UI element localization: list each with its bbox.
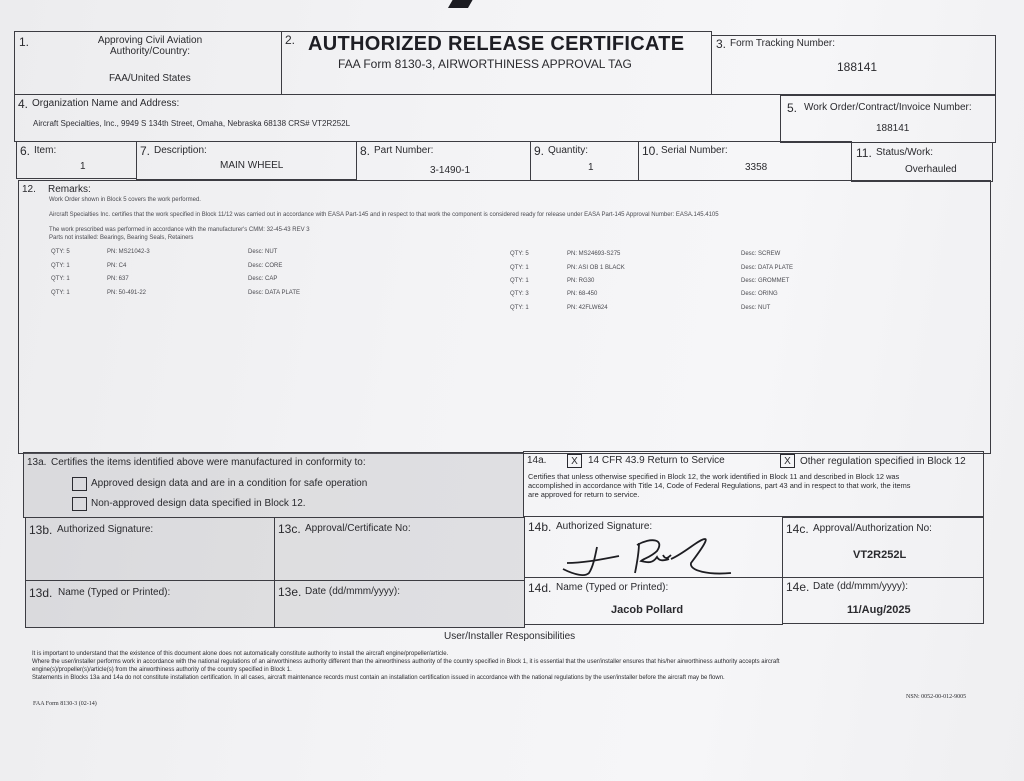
part-number-value: 3-1490-1 — [430, 165, 471, 176]
block-7-label: Description: — [154, 145, 207, 156]
block-13b — [25, 517, 275, 581]
block-10-label: Serial Number: — [661, 145, 728, 156]
return-to-service-checkbox[interactable]: X — [567, 454, 582, 468]
block-13e — [274, 580, 525, 628]
part-qty: QTY: 1 — [510, 278, 529, 284]
form-subtitle: FAA Form 8130-3, AIRWORTHINESS APPROVAL TAG — [338, 57, 632, 71]
block-12-label: Remarks: — [48, 184, 91, 195]
block-11-number: 11. — [856, 146, 872, 160]
block-7-number: 7. — [140, 144, 151, 158]
block-14e — [782, 577, 984, 624]
block-13b-number: 13b. — [29, 523, 53, 537]
corner-mark — [448, 0, 476, 8]
part-desc: Desc: NUT — [741, 305, 771, 311]
non-approved-design-checkbox[interactable] — [72, 497, 87, 511]
block-14c-label: Approval/Authorization No: — [813, 523, 932, 534]
part-qty: QTY: 1 — [510, 265, 529, 271]
block-13c — [274, 517, 525, 581]
block-1-number: 1. — [19, 35, 30, 49]
block-6-number: 6. — [20, 144, 31, 158]
block-14b — [524, 516, 783, 578]
block-9 — [530, 141, 639, 181]
block-6-label: Item: — [34, 145, 57, 156]
part-desc: Desc: DATA PLATE — [248, 290, 301, 296]
block-14b-label: Authorized Signature: — [556, 521, 653, 532]
authorized-signature — [559, 533, 739, 578]
block-2-number: 2. — [285, 33, 296, 47]
part-qty: QTY: 1 — [510, 305, 529, 311]
block-14e-label: Date (dd/mmm/yyyy): — [813, 581, 909, 592]
part-qty: QTY: 5 — [51, 249, 70, 255]
block-10-number: 10. — [642, 144, 659, 158]
block-13a-label: Certifies the items identified above were manufactured in conformity to: — [51, 457, 366, 468]
block-14d — [524, 577, 783, 625]
block-1-label-line1: Approving Civil Aviation — [97, 35, 203, 46]
release-date: 11/Aug/2025 — [847, 604, 911, 616]
block-3-label: Form Tracking Number: — [730, 38, 836, 49]
responsibilities-line-4: Statements in Blocks 13a and 14a do not constitute installation certification. In all cases, aircraft maintenance records must contain an installation certification issued in accordance with the national regulations by the user/installer before the aircraft may be flown. — [32, 675, 725, 681]
description-value: MAIN WHEEL — [220, 160, 284, 171]
block-13d — [25, 580, 275, 628]
non-approved-design-label: Non-approved design data specified in Block 12. — [91, 498, 306, 509]
part-qty: QTY: 1 — [51, 263, 70, 269]
item-value: 1 — [80, 161, 86, 172]
part-pn: PN: C4 — [107, 263, 127, 269]
block-14c — [782, 517, 984, 578]
part-pn: PN: 42FLW624 — [567, 305, 608, 311]
remarks-line-3: The work prescribed was performed in accordance with the manufacturer's CMM: 32-45-43 REV 3 — [49, 227, 310, 233]
block-8-label: Part Number: — [374, 145, 434, 156]
part-desc: Desc: SCREW — [741, 251, 781, 257]
block-1 — [14, 31, 282, 95]
part-qty: QTY: 1 — [51, 276, 70, 282]
organization-address: Aircraft Specialties, Inc., 9949 S 134th Street, Omaha, Nebraska 68138 CRS# VT2R252L — [33, 119, 351, 128]
block-13a — [23, 452, 524, 518]
form-id: FAA Form 8130-3 (02-14) — [33, 701, 97, 707]
part-desc: Desc: ORING — [741, 291, 778, 297]
block-14d-number: 14d. — [528, 581, 552, 595]
block-13c-number: 13c. — [278, 522, 301, 536]
part-pn: PN: 50-491-22 — [107, 290, 147, 296]
approval-authorization-number: VT2R252L — [853, 549, 907, 561]
block-7 — [136, 141, 357, 180]
block-13d-label: Name (Typed or Printed): — [58, 587, 171, 598]
block-1-value: FAA/United States — [109, 73, 191, 84]
block-6 — [16, 141, 137, 179]
remarks-line-2: Aircraft Specialties Inc. certifies that the work specified in Block 11/12 was carried out in accordance with EASA Part-145 and in respect to that work the component is considered ready for release under EASA Part-145 Approval Number: EASA.145.4105 — [49, 212, 719, 218]
block-12-number: 12. — [22, 184, 36, 195]
block-14e-number: 14e. — [786, 580, 810, 594]
part-qty: QTY: 3 — [510, 291, 529, 297]
form-tracking-number: 188141 — [837, 60, 878, 74]
block-8-number: 8. — [360, 144, 371, 158]
block-3-number: 3. — [716, 37, 727, 51]
block-13b-label: Authorized Signature: — [57, 524, 154, 535]
part-qty: QTY: 5 — [510, 251, 529, 257]
block-1-label-line2: Authority/Country: — [109, 46, 191, 57]
signer-name: Jacob Pollard — [611, 604, 684, 616]
work-order-number: 188141 — [876, 123, 910, 134]
block-13e-number: 13e. — [278, 585, 302, 599]
part-desc: Desc: GROMMET — [741, 278, 790, 284]
part-pn: PN: ASI OB 1 BLACK — [567, 265, 625, 271]
part-pn: PN: MS24693-S275 — [567, 251, 621, 257]
block-9-label: Quantity: — [548, 145, 589, 156]
remarks-line-4: Parts not installed: Bearings, Bearing Seals, Retainers — [49, 235, 194, 241]
quantity-value: 1 — [588, 162, 594, 173]
block-14a-statement-line1: Certifies that unless otherwise specified in Block 12, the work identified in Block 11 and described in Block 12 was — [528, 472, 900, 481]
block-14a-number: 14a. — [527, 455, 547, 466]
return-to-service-label: 14 CFR 43.9 Return to Service — [588, 455, 725, 466]
part-pn: PN: MS21042-3 — [107, 249, 150, 255]
block-2 — [281, 31, 712, 95]
responsibilities-line-3: engine(s)/propeller(s)/article(s) from the airworthiness authority of the country specified in Block 1. — [32, 667, 292, 673]
block-13a-number: 13a. — [27, 457, 47, 468]
part-qty: QTY: 1 — [51, 290, 70, 296]
block-4 — [14, 94, 781, 142]
form-title: AUTHORIZED RELEASE CERTIFICATE — [308, 33, 685, 55]
block-4-number: 4. — [18, 97, 29, 111]
part-desc: Desc: NUT — [248, 249, 278, 255]
block-14a — [523, 451, 984, 517]
block-10 — [638, 141, 852, 181]
responsibilities-line-2: Where the user/installer performs work in accordance with the national regulations of an airworthiness authority different than the airworthiness authority of the country specified in Block 1, it is essential that the user/installer ensures that his/her airworthiness authority accepts aircraft — [32, 659, 780, 665]
block-14a-statement-line3: are approved for return to service. — [528, 490, 640, 499]
block-12 — [18, 180, 991, 454]
block-14b-number: 14b. — [528, 520, 552, 534]
block-5-label: Work Order/Contract/Invoice Number: — [804, 102, 972, 113]
block-5-number: 5. — [787, 101, 798, 115]
part-desc: Desc: CORE — [248, 263, 283, 269]
serial-number-value: 3358 — [745, 162, 768, 173]
block-8 — [356, 141, 531, 181]
nsn-number: NSN: 0052-00-012-9005 — [906, 694, 967, 700]
other-regulation-checkbox[interactable]: X — [780, 454, 795, 468]
block-11 — [851, 142, 993, 182]
part-pn: PN: 68-450 — [567, 291, 598, 297]
block-13e-label: Date (dd/mmm/yyyy): — [305, 586, 401, 597]
status-work-value: Overhauled — [905, 164, 957, 175]
block-13d-number: 13d. — [29, 586, 53, 600]
part-pn: PN: RG30 — [567, 278, 595, 284]
user-responsibilities-heading: User/Installer Responsibilities — [444, 631, 576, 642]
block-4-label: Organization Name and Address: — [32, 98, 180, 109]
part-desc: Desc: CAP — [248, 276, 278, 282]
block-3 — [711, 35, 996, 95]
block-9-number: 9. — [534, 144, 545, 158]
responsibilities-line-1: It is important to understand that the existence of this document alone does not automatically constitute authority to install the aircraft engine/propeller/article. — [32, 651, 449, 657]
other-regulation-label: Other regulation specified in Block 12 — [800, 456, 966, 467]
remarks-line-1: Work Order shown in Block 5 covers the work performed. — [49, 197, 201, 203]
part-desc: Desc: DATA PLATE — [741, 265, 794, 271]
part-pn: PN: 637 — [107, 276, 129, 282]
block-14c-number: 14c. — [786, 522, 809, 536]
block-5 — [780, 95, 996, 143]
block-13c-label: Approval/Certificate No: — [305, 523, 411, 534]
approved-design-label: Approved design data and are in a condition for safe operation — [91, 478, 368, 489]
approved-design-checkbox[interactable] — [72, 477, 87, 491]
block-14d-label: Name (Typed or Printed): — [556, 582, 669, 593]
block-14a-statement-line2: accomplished in accordance with Title 14, Code of Federal Regulations, part 43 and in respect to that work, the items — [528, 481, 911, 490]
block-11-label: Status/Work: — [876, 147, 934, 158]
